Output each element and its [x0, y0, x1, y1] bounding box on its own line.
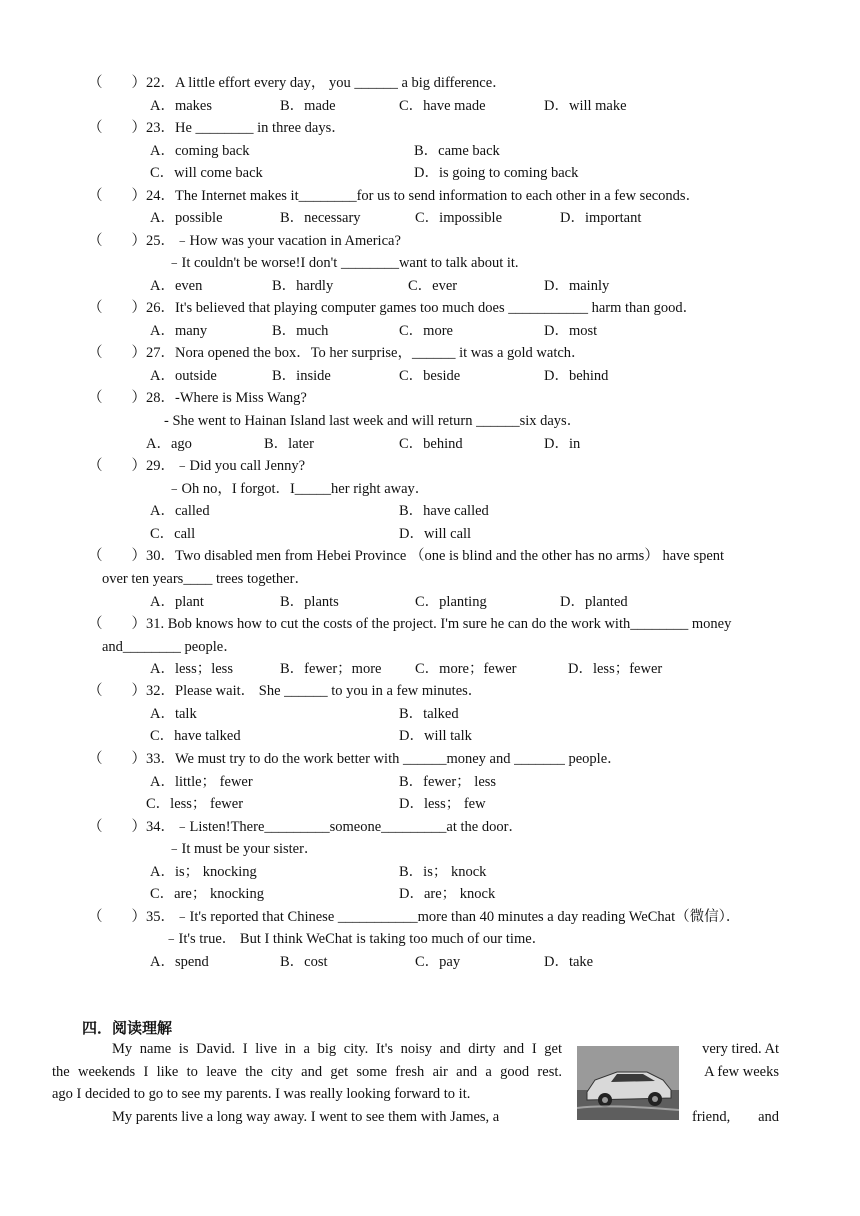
- option-c: C．more；fewer: [415, 661, 517, 677]
- option-d: D．will make: [544, 98, 627, 114]
- option-c: C．have talked: [150, 728, 241, 744]
- option-c: C．have made: [399, 98, 486, 114]
- option-d: D．planted: [560, 594, 628, 610]
- option-a: A．called: [150, 503, 210, 519]
- section-title: 四．阅读理解: [82, 1019, 173, 1037]
- option-b: B．have called: [399, 503, 489, 519]
- option-b: B．fewer； less: [399, 774, 497, 790]
- paragraph-1-text: [52, 1038, 562, 1106]
- option-c: C．behind: [399, 436, 463, 452]
- option-d: D．will talk: [399, 728, 472, 744]
- option-c: C．beside: [399, 368, 461, 384]
- option-b: B．plants: [280, 594, 339, 610]
- option-a: A．even: [150, 278, 203, 294]
- option-d: D．will call: [399, 526, 472, 542]
- option-d: D．most: [544, 323, 598, 339]
- question-23-stem: （ ）23．He ________ in three days．: [88, 120, 346, 136]
- option-c: C．call: [150, 526, 196, 542]
- option-c: C．planting: [415, 594, 487, 610]
- option-d: D．less； few: [399, 796, 486, 812]
- paragraph-1-right-line1: very tired. At: [702, 1041, 779, 1057]
- option-d: D．less；fewer: [568, 661, 663, 677]
- question-34-reply: ﹣It must be your sister．: [167, 841, 319, 857]
- option-c: C．pay: [415, 954, 461, 970]
- paragraph-1-right: [692, 1038, 779, 1083]
- option-b: B．much: [272, 323, 329, 339]
- option-a: A．ago: [146, 436, 192, 452]
- question-25-stem: （ ）25．﹣How was your vacation in America?: [88, 233, 401, 249]
- option-d: D．important: [560, 210, 642, 226]
- question-29-reply: ﹣Oh no，I forgot．I_____her right away．: [167, 481, 430, 497]
- question-22-stem: （ ）22．A little effort every day， you ______ a big difference．: [88, 75, 507, 91]
- option-c: C．ever: [408, 278, 458, 294]
- paragraph-2-right-word1: friend,: [692, 1109, 731, 1125]
- option-b: B．fewer；more: [280, 661, 382, 677]
- option-a: A．is； knocking: [150, 864, 257, 880]
- question-32-stem: （ ）32．Please wait． She ______ to you in a few minutes．: [88, 683, 483, 699]
- question-28-reply: - She went to Hainan Island last week and will return ______six days．: [164, 413, 582, 429]
- option-b: B．necessary: [280, 210, 361, 226]
- option-b: B．inside: [272, 368, 331, 384]
- paragraph-2-right: [692, 1106, 779, 1129]
- option-a: A．many: [150, 323, 208, 339]
- option-d: D．are； knock: [399, 886, 496, 902]
- option-d: D．take: [544, 954, 594, 970]
- question-29-stem: （ ）29．﹣Did you call Jenny?: [88, 458, 306, 474]
- option-b: B．is； knock: [399, 864, 487, 880]
- paragraph-1-left: [52, 1038, 562, 1106]
- option-a: A．talk: [150, 706, 197, 722]
- question-31-stem: （ ）31. Bob knows how to cut the costs of the project. I'm sure he can do the work with________ money: [88, 616, 732, 632]
- question-25-reply: ﹣It couldn't be worse!I don't ________want to talk about it.: [167, 255, 519, 271]
- paragraph-1-line: ago I decided to go to see my parents. I was really looking forward to it.: [52, 1086, 471, 1102]
- question-34-stem: （ ）34．﹣Listen!There_________someone_________at the door．: [88, 819, 523, 835]
- option-d: D．mainly: [544, 278, 610, 294]
- option-a: A．less；less: [150, 661, 233, 677]
- option-d: D．is going to coming back: [414, 165, 579, 181]
- question-33-stem: （ ）33．We must try to do the work better with ______money and _______ people．: [88, 751, 622, 767]
- option-b: B．hardly: [272, 278, 334, 294]
- question-27-stem: （ ）27．Nora opened the box．To her surprise，______ it was a gold watch．: [88, 345, 586, 361]
- option-c: C．impossible: [415, 210, 503, 226]
- paragraph-2-right-word2: and: [758, 1109, 779, 1125]
- paragraph-2-left: [82, 1106, 562, 1129]
- paragraph-1-right-line2: A few weeks: [704, 1063, 779, 1080]
- option-a: A．outside: [150, 368, 217, 384]
- option-b: B．talked: [399, 706, 459, 722]
- paragraph-1-line: My name is David. I live in a big city. It's noisy and dirty and I get: [112, 1041, 562, 1057]
- car-illustration: [577, 1046, 679, 1120]
- paragraph-2-text: My parents live a long way away. I went to see them with James, a: [112, 1109, 500, 1125]
- option-c: C．less； fewer: [146, 796, 244, 812]
- option-a: A．plant: [150, 594, 204, 610]
- paragraph-1-line: the weekends I like to leave the city and get some fresh air and a good rest.: [52, 1063, 562, 1080]
- option-b: B．made: [280, 98, 336, 114]
- question-35-stem: （ ）35．﹣It's reported that Chinese ___________more than 40 minutes a day reading WeChat（微信）．: [88, 909, 741, 925]
- question-31-cont: and________ people．: [102, 639, 238, 655]
- option-c: C．will come back: [150, 165, 263, 181]
- option-a: A．possible: [150, 210, 223, 226]
- option-c: C．more: [399, 323, 453, 339]
- option-d: D．in: [544, 436, 581, 452]
- question-30-stem: （ ）30．Two disabled men from Hebei Province （one is blind and the other has no arms） have spent: [88, 548, 725, 564]
- option-d: D．behind: [544, 368, 609, 384]
- option-a: A．little； fewer: [150, 774, 253, 790]
- option-b: B．later: [264, 436, 314, 452]
- question-26-stem: （ ）26．It's believed that playing computer games too much does ___________ harm than good．: [88, 300, 698, 316]
- option-b: B．cost: [280, 954, 328, 970]
- question-28-stem: （ ）28．-Where is Miss Wang?: [88, 390, 307, 406]
- option-a: A．spend: [150, 954, 209, 970]
- question-30-cont: over ten years____ trees together．: [102, 571, 309, 587]
- option-b: B．came back: [414, 143, 500, 159]
- car-photo: [577, 1046, 679, 1120]
- option-a: A．coming back: [150, 143, 250, 159]
- question-35-reply: ﹣It's true． But I think WeChat is taking too much of our time．: [164, 931, 547, 947]
- option-c: C．are； knocking: [150, 886, 264, 902]
- question-24-stem: （ ）24．The Internet makes it________for us to send information to each other in a few seconds．: [88, 188, 701, 204]
- option-a: A．makes: [150, 98, 213, 114]
